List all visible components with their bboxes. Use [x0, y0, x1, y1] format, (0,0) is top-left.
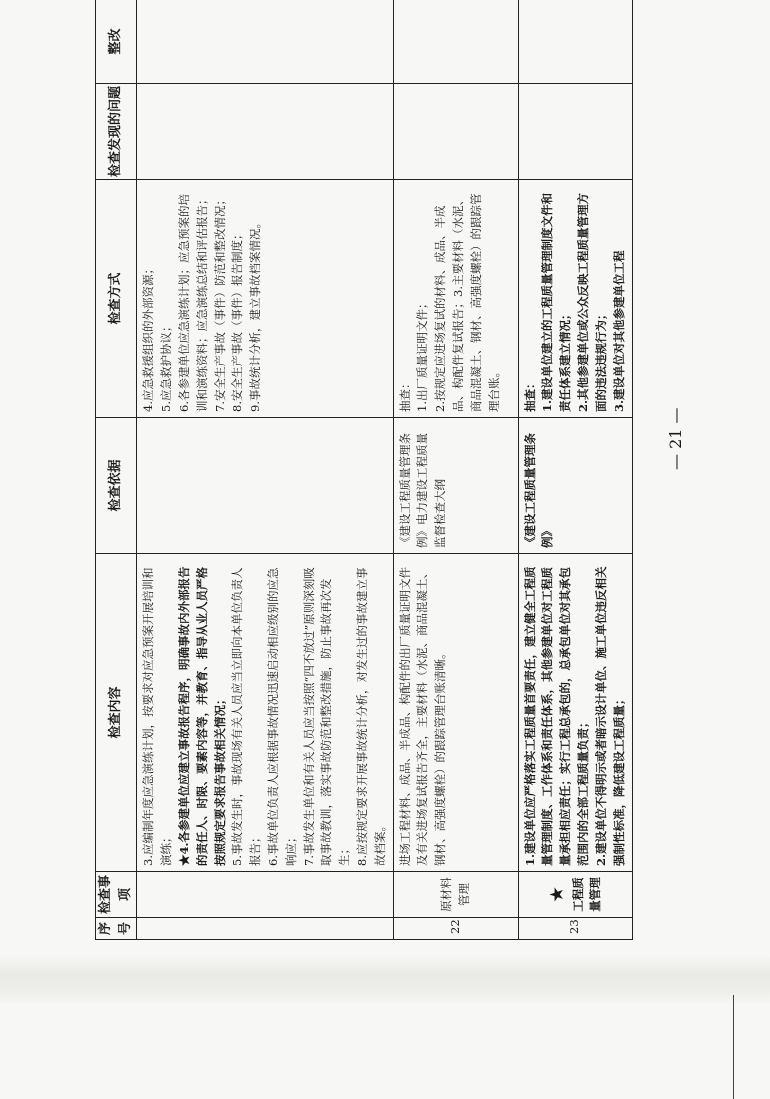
method-line: 2.按规定应进场复试的材料、成品、半成品、构配件复试报告；3.主要材料（水泥、商品混凝土、钢材、高强度螺栓）的跟踪管理台账。	[433, 193, 501, 412]
row-method	[393, 180, 518, 418]
content-line: 进场工程材料、成品、半成品、构配件的出厂质量证明文件及有关进场复试报告齐全，主要材料（水泥、商品混凝土、钢材、高强度螺栓）的跟踪管理台账清晰。	[397, 567, 448, 866]
header-content: 检查内容	[96, 554, 137, 872]
header-rectify: 整改	[96, 0, 137, 84]
row-seq: 23	[518, 918, 632, 940]
method-line: 8.安全生产事故（事件）报告制度；	[230, 228, 245, 412]
method-line: 7.安全生产事故（事件）防范和整改情况；	[212, 194, 227, 412]
row-seq: 22	[393, 918, 518, 940]
row-item-label: 工程质量管理	[570, 877, 603, 912]
header-method: 检查方式	[96, 180, 137, 418]
content-line: 3.应编制年度应急演练计划，按要求对应急预案开展培训和演练；	[141, 567, 174, 866]
method-line: 6.各参建单位应急演练计划；应急预案的培训和演练资料；应急演练总结和评估报告；	[176, 193, 209, 412]
content-line: 6.事故单位负责人应根据事故情况迅速启动相应级别的应急响应；	[265, 567, 298, 866]
row-rectify	[137, 0, 393, 84]
table-header-row	[96, 0, 137, 940]
method-line: 4.应急救援组织的外部资源；	[141, 263, 156, 412]
row-problems	[393, 84, 518, 180]
row-basis: 《建设工程质量管理条例》电力建设工程质量监督检查大纲	[393, 418, 518, 554]
table-row	[393, 0, 518, 940]
method-line: 9.事故统计分析，建立事故档案情况。	[248, 217, 263, 412]
row-rectify	[393, 0, 518, 84]
row-basis: 《建设工程质量管理条例》	[518, 418, 632, 554]
row-basis	[137, 418, 393, 554]
row-seq	[137, 918, 393, 940]
inspection-table-rotated	[95, 0, 735, 940]
row-content	[518, 554, 632, 872]
row-item	[518, 872, 632, 918]
row-rectify	[518, 0, 632, 84]
row-method	[518, 180, 632, 418]
table-row	[518, 0, 632, 940]
method-line: 5.应急救护协议；	[159, 320, 174, 412]
method-line: 3.建设单位对其他参建单位工程	[611, 250, 626, 412]
row-content	[137, 554, 393, 872]
content-line: 8.应按规定要求开展事故统计分析，对发生过的事故建立事故档案。	[355, 567, 387, 866]
inspection-table	[95, 0, 633, 940]
method-line: 1.出厂质量证明文件；	[415, 297, 430, 412]
method-line: 抽查：	[522, 377, 537, 412]
content-line: 2.建设单位不得明示或者暗示设计单位、施工单位违反相关强制性标准，降低建设工程质量；	[593, 566, 626, 866]
row-item: 原材料管理	[393, 872, 518, 918]
header-problems: 检查发现的问题	[96, 84, 137, 180]
page-number: — 21 —	[666, 407, 685, 470]
row-item	[137, 872, 393, 918]
content-line: ★4.各参建单位应建立事故报告程序，明确事故内外部报告的责任人、时限、要素内容等，并教育、指导从业人员严格按照规定要求报告事故相关情况；	[176, 566, 227, 866]
table-row	[137, 0, 393, 940]
row-problems	[137, 84, 393, 180]
row-method	[137, 180, 393, 418]
header-item: 检查事项	[96, 872, 137, 918]
content-line: 1.建设单位应严格落实工程质量首要责任，建立健全工程质量管理制度、工作体系和责任体系，其他参建单位对工程质量承担相应责任；实行工程总承包的，总承包单位对其承包范围内的全部工程质量负责；	[522, 566, 591, 866]
content-line: 7.事故发生单位和有关人员应当按照“四不放过”原则深刻吸取事故教训，落实事故防范和整改措施，防止事故再次发生；	[301, 567, 352, 866]
method-line: 抽查：	[397, 377, 412, 412]
scan-shadow	[0, 955, 770, 1005]
star-icon: ★	[546, 887, 566, 902]
header-basis: 检查依据	[96, 418, 137, 554]
scan-edge-line	[733, 995, 734, 1099]
row-problems	[518, 84, 632, 180]
method-line: 1.建设单位建立的工程质量管理制度文件和责任体系建立情况；	[540, 192, 573, 412]
row-content	[393, 554, 518, 872]
method-line: 2.其他参建单位或公众反映工程质量管理方面的违法违规行为；	[576, 192, 608, 412]
header-seq: 序号	[96, 918, 137, 940]
content-line: 5.事故发生时，事故现场有关人员应当立即向本单位负责人报告；	[230, 567, 263, 866]
